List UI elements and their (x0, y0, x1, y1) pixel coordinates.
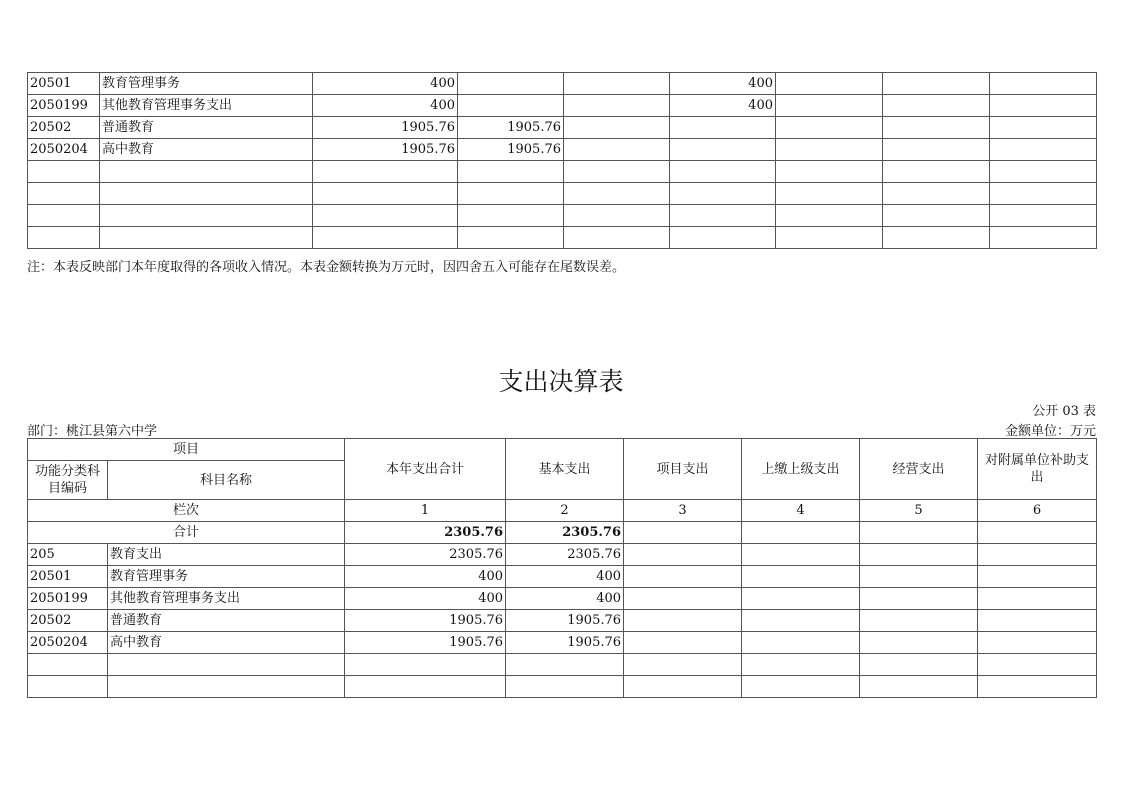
cell-c4 (670, 117, 776, 139)
cell-c6 (883, 183, 990, 205)
cell-c7 (990, 73, 1097, 95)
cell-c3 (564, 95, 670, 117)
cell-name: 其他教育管理事务支出 (100, 95, 313, 117)
cell-c1 (313, 205, 458, 227)
cell-empty-7 (978, 610, 1097, 632)
cell-c5 (776, 161, 883, 183)
cell-c4 (670, 205, 776, 227)
cell-total: 400 (345, 588, 506, 610)
cell-total (345, 654, 506, 676)
cell-c2: 1905.76 (458, 117, 564, 139)
cell-c3 (564, 227, 670, 249)
cell-basic: 2305.76 (506, 544, 624, 566)
cell-basic: 400 (506, 588, 624, 610)
cell-empty-7 (978, 632, 1097, 654)
cell-empty-4 (624, 632, 742, 654)
cell-code: 2050204 (28, 139, 100, 161)
cell-empty-4 (624, 588, 742, 610)
cell-code (28, 676, 108, 698)
cell-c4 (670, 139, 776, 161)
cell-c1 (313, 161, 458, 183)
cell-code (28, 161, 100, 183)
cell-c5 (776, 183, 883, 205)
col-index-3: 3 (624, 500, 742, 522)
cell-total: 2305.76 (345, 544, 506, 566)
cell-code (28, 183, 100, 205)
cell-total: 1905.76 (345, 632, 506, 654)
cell-c5 (776, 73, 883, 95)
table-row (28, 161, 1097, 183)
cell-empty-6 (860, 654, 978, 676)
cell-c4: 400 (670, 73, 776, 95)
cell-c2 (458, 161, 564, 183)
cell-c6 (883, 73, 990, 95)
sum-project (624, 522, 742, 544)
cell-basic: 1905.76 (506, 610, 624, 632)
cell-code: 2050204 (28, 632, 108, 654)
table-row (28, 566, 1097, 588)
cell-c4 (670, 161, 776, 183)
cell-c5 (776, 95, 883, 117)
header-business: 经营支出 (860, 439, 978, 500)
cell-c2 (458, 95, 564, 117)
page-title: 支出决算表 (498, 367, 624, 396)
cell-empty-4 (624, 610, 742, 632)
cell-basic (506, 676, 624, 698)
cell-code (28, 654, 108, 676)
cell-code (28, 205, 100, 227)
cell-empty-5 (742, 654, 860, 676)
cell-code (28, 227, 100, 249)
table-row (28, 183, 1097, 205)
cell-c4 (670, 183, 776, 205)
cell-name (108, 654, 345, 676)
cell-name (100, 227, 313, 249)
cell-code: 20502 (28, 610, 108, 632)
cell-c2 (458, 183, 564, 205)
col-index-2: 2 (506, 500, 624, 522)
cell-empty-7 (978, 566, 1097, 588)
cell-total: 400 (345, 566, 506, 588)
cell-name: 其他教育管理事务支出 (108, 588, 345, 610)
cell-c5 (776, 139, 883, 161)
cell-empty-7 (978, 588, 1097, 610)
cell-empty-6 (860, 632, 978, 654)
cell-c3 (564, 183, 670, 205)
cell-basic (506, 654, 624, 676)
amount-unit: 金额单位：万元 (1004, 424, 1096, 439)
header-basic: 基本支出 (506, 439, 624, 500)
cell-empty-4 (624, 544, 742, 566)
cell-c5 (776, 205, 883, 227)
cell-code: 2050199 (28, 95, 100, 117)
cell-empty-6 (860, 676, 978, 698)
table-row (28, 227, 1097, 249)
cell-c1: 400 (313, 95, 458, 117)
cell-c7 (990, 227, 1097, 249)
cell-code: 20502 (28, 117, 100, 139)
sum-total: 2305.76 (345, 522, 506, 544)
table-row (28, 588, 1097, 610)
sum-label: 合计 (28, 522, 345, 544)
department-label: 部门：桃江县第六中学 (27, 424, 158, 439)
cell-c7 (990, 205, 1097, 227)
cell-name (108, 676, 345, 698)
table-row (28, 117, 1097, 139)
cell-empty-4 (624, 676, 742, 698)
col-index-4: 4 (742, 500, 860, 522)
cell-code: 20501 (28, 73, 100, 95)
cell-c2: 1905.76 (458, 139, 564, 161)
cell-empty-5 (742, 632, 860, 654)
cell-c6 (883, 161, 990, 183)
cell-c3 (564, 139, 670, 161)
cell-empty-5 (742, 588, 860, 610)
cell-empty-5 (742, 610, 860, 632)
cell-empty-6 (860, 610, 978, 632)
cell-name: 普通教育 (108, 610, 345, 632)
cell-c7 (990, 183, 1097, 205)
cell-name: 高中教育 (108, 632, 345, 654)
header-code: 功能分类科目编码 (28, 461, 108, 500)
col-index-label: 栏次 (28, 500, 345, 522)
cell-c7 (990, 117, 1097, 139)
table-row (28, 676, 1097, 698)
cell-name (100, 205, 313, 227)
sum-business (860, 522, 978, 544)
cell-name (100, 161, 313, 183)
cell-c5 (776, 227, 883, 249)
header-upper: 上缴上级支出 (742, 439, 860, 500)
table-row (28, 73, 1097, 95)
cell-c3 (564, 73, 670, 95)
cell-name: 教育管理事务 (108, 566, 345, 588)
income-table-continued (27, 72, 1097, 249)
cell-c3 (564, 161, 670, 183)
table-row (28, 654, 1097, 676)
cell-c4 (670, 227, 776, 249)
header-name: 科目名称 (108, 461, 345, 500)
cell-c4: 400 (670, 95, 776, 117)
cell-code: 20501 (28, 566, 108, 588)
cell-c5 (776, 117, 883, 139)
sum-basic: 2305.76 (506, 522, 624, 544)
cell-empty-7 (978, 654, 1097, 676)
cell-c6 (883, 227, 990, 249)
cell-c2 (458, 205, 564, 227)
cell-total: 1905.76 (345, 610, 506, 632)
cell-c6 (883, 95, 990, 117)
table-row (28, 610, 1097, 632)
table-row (28, 139, 1097, 161)
col-index-1: 1 (345, 500, 506, 522)
cell-empty-7 (978, 676, 1097, 698)
cell-code: 205 (28, 544, 108, 566)
cell-basic: 400 (506, 566, 624, 588)
cell-c6 (883, 117, 990, 139)
cell-empty-4 (624, 654, 742, 676)
header-item: 项目 (28, 439, 345, 461)
sum-subsidy (978, 522, 1097, 544)
cell-c1: 1905.76 (313, 139, 458, 161)
cell-c1 (313, 227, 458, 249)
col-index-6: 6 (978, 500, 1097, 522)
cell-empty-6 (860, 588, 978, 610)
cell-empty-4 (624, 566, 742, 588)
cell-c1: 400 (313, 73, 458, 95)
cell-empty-5 (742, 676, 860, 698)
cell-basic: 1905.76 (506, 632, 624, 654)
header-total: 本年支出合计 (345, 439, 506, 500)
cell-empty-5 (742, 566, 860, 588)
cell-c7 (990, 161, 1097, 183)
cell-c2 (458, 227, 564, 249)
table-row (28, 205, 1097, 227)
cell-name: 教育管理事务 (100, 73, 313, 95)
income-table-note: 注：本表反映部门本年度取得的各项收入情况。本表金额转换为万元时，因四舍五入可能存在尾数误差。 (27, 260, 626, 275)
cell-c3 (564, 117, 670, 139)
cell-empty-5 (742, 544, 860, 566)
expense-table (27, 438, 1097, 698)
cell-code: 2050199 (28, 588, 108, 610)
cell-name: 高中教育 (100, 139, 313, 161)
table-row (28, 95, 1097, 117)
header-subsidy: 对附属单位补助支出 (978, 439, 1097, 500)
cell-empty-6 (860, 566, 978, 588)
cell-c2 (458, 73, 564, 95)
form-number: 公开 03 表 (1032, 404, 1096, 419)
cell-c6 (883, 205, 990, 227)
cell-name (100, 183, 313, 205)
col-index-5: 5 (860, 500, 978, 522)
cell-c3 (564, 205, 670, 227)
table-row (28, 632, 1097, 654)
cell-total (345, 676, 506, 698)
cell-empty-7 (978, 544, 1097, 566)
cell-c7 (990, 95, 1097, 117)
sum-upper (742, 522, 860, 544)
cell-c7 (990, 139, 1097, 161)
cell-c6 (883, 139, 990, 161)
table-row (28, 544, 1097, 566)
cell-c1 (313, 183, 458, 205)
cell-name: 普通教育 (100, 117, 313, 139)
cell-empty-6 (860, 544, 978, 566)
cell-c1: 1905.76 (313, 117, 458, 139)
cell-name: 教育支出 (108, 544, 345, 566)
header-project: 项目支出 (624, 439, 742, 500)
